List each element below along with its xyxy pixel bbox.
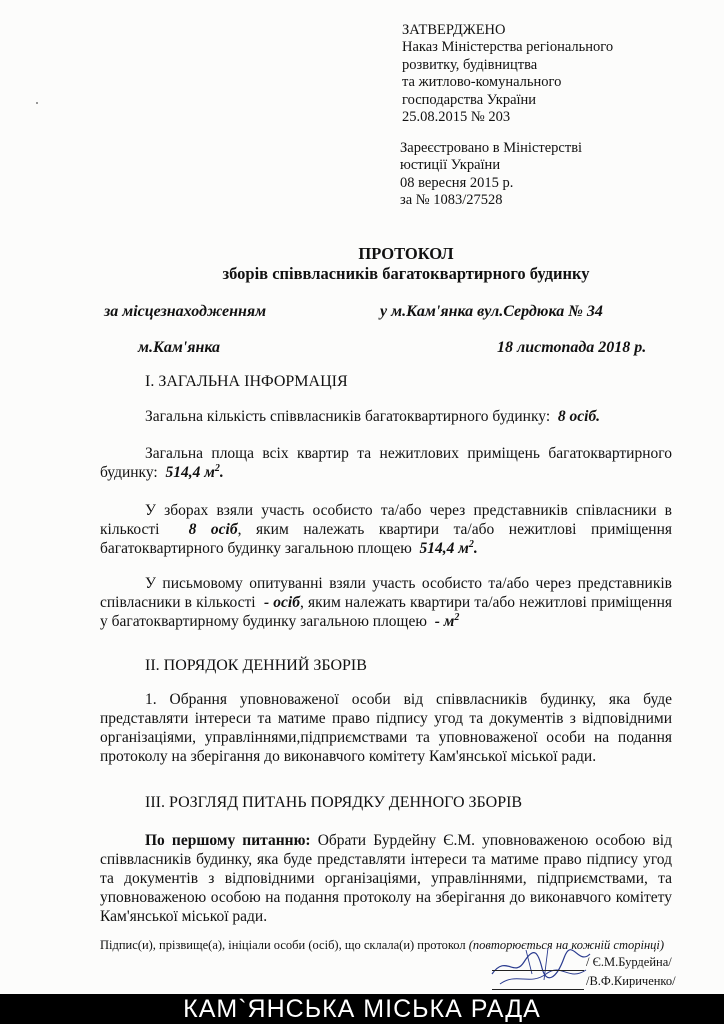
- signatory-1: / Є.М.Бурдейна/: [586, 955, 672, 969]
- approval-line: ЗАТВЕРДЖЕНО: [402, 22, 506, 38]
- location-city: м.Кам'янка: [138, 339, 221, 356]
- attendance-area-end: .: [473, 540, 478, 557]
- total-area-paragraph: [100, 444, 672, 482]
- registration-line: Зареєстровано в Міністерстві: [400, 140, 583, 156]
- total-area-text: Загальна площа всіх квартир та нежитлових приміщень багатоквартирного будинку:: [100, 445, 672, 481]
- question-1-label: По першому питанню:: [145, 832, 311, 849]
- agenda-item-1: 1. Обрання уповноваженої особи від співвласників будинку, яка буде представляти інтереси та матиме право підпису угод та документів з відповідними організаціями, управліннями,підприємствами та уповноваженої особи на подання протоколу на зберігання до виконавчого комітету Кам'янської міської ради.: [100, 691, 672, 765]
- location-label: за місцезнаходженням: [104, 303, 267, 320]
- section-1-heading: І. ЗАГАЛЬНА ІНФОРМАЦІЯ: [145, 373, 348, 390]
- section-2-heading: ІІ. ПОРЯДОК ДЕННИЙ ЗБОРІВ: [145, 657, 367, 674]
- scan-speck: [36, 102, 38, 104]
- question-1-text: Обрати Бурдейну Є.М. уповноваженою особою від співвласників будинку, яка буде представляти інтереси та матиме право підпису угод та документів з відповідними організаціями, управліннями, підприємствами, та уповноваженою особою на подання протоколу на зберігання до виконавчого комітету Кам'янської міської ради.: [100, 832, 672, 925]
- approval-stamp: [402, 22, 613, 126]
- section-3-heading: ІІІ. РОЗГЛЯД ПИТАНЬ ПОРЯДКУ ДЕННОГО ЗБОРІВ: [145, 794, 523, 811]
- footer-text: Підпис(и), прізвище(а), ініціали особи (осіб), що склала(и) протокол: [100, 938, 466, 952]
- document-title: [0, 244, 724, 284]
- registration-note: [400, 140, 582, 210]
- approval-line: та житлово-комунального: [402, 74, 562, 91]
- meeting-date: 18 листопада 2018 р.: [497, 339, 647, 356]
- attendance-count: 8 осіб: [188, 521, 238, 538]
- location-address: у м.Кам'янка вул.Сердюка № 34: [380, 303, 603, 320]
- attendance-text-b: , яким належать квартири та/або нежитлові приміщення багатоквартирного будинку загальною площею: [100, 521, 673, 557]
- question-1-paragraph: [100, 831, 672, 926]
- total-area-value: 514,4 м: [165, 464, 215, 481]
- owners-count-paragraph: [100, 407, 672, 426]
- approval-line: 25.08.2015 № 203: [402, 109, 511, 126]
- approval-line: розвитку, будівництва: [402, 56, 538, 73]
- total-area-sup: 2: [214, 462, 220, 474]
- owners-count-value: 8 осіб.: [557, 408, 601, 425]
- owners-count-text: Загальна кількість співвласників багатоквартирного будинку:: [145, 408, 551, 425]
- written-poll-paragraph: [100, 574, 672, 631]
- written-poll-count: - осіб: [263, 594, 300, 611]
- written-poll-area: - м: [434, 613, 455, 630]
- attendance-text-a: У зборах взяли участь особисто та/або через представників співласники в кількості: [100, 502, 672, 538]
- registration-line: юстиції України: [400, 157, 501, 174]
- handwritten-signature: [486, 944, 596, 992]
- registration-line: 08 вересня 2015 р.: [400, 174, 514, 191]
- approval-line: господарства України: [402, 91, 537, 108]
- signatory-2: /В.Ф.Кириченко/: [586, 974, 676, 988]
- watermark-banner: КАМ`ЯНСЬКА МІСЬКА РАДА: [0, 994, 724, 1024]
- registration-line: за № 1083/27528: [400, 192, 503, 209]
- signature-line-1: [492, 970, 584, 971]
- written-poll-text-a: У письмовому опитуванні взяли участь особисто та/або через представників співласники в кількості: [100, 575, 672, 611]
- approval-line: Наказ Міністерства регіонального: [402, 39, 614, 56]
- title-line-2: зборів співвласників багатоквартирного будинку: [222, 264, 590, 283]
- attendance-area-sup: 2: [468, 538, 474, 550]
- title-line-1: ПРОТОКОЛ: [358, 244, 454, 263]
- written-poll-text-b: , яким належать квартири та/або нежитлові приміщення у багатоквартирному будинку загальною площею: [100, 594, 673, 630]
- footer-note: (повторюється на кожній сторінці): [468, 938, 665, 952]
- signature-line-2: [492, 989, 584, 990]
- written-poll-area-sup: 2: [454, 611, 460, 623]
- total-area-end: .: [219, 464, 224, 481]
- attendance-paragraph: [100, 501, 672, 558]
- attendance-area: 514,4 м: [419, 540, 469, 557]
